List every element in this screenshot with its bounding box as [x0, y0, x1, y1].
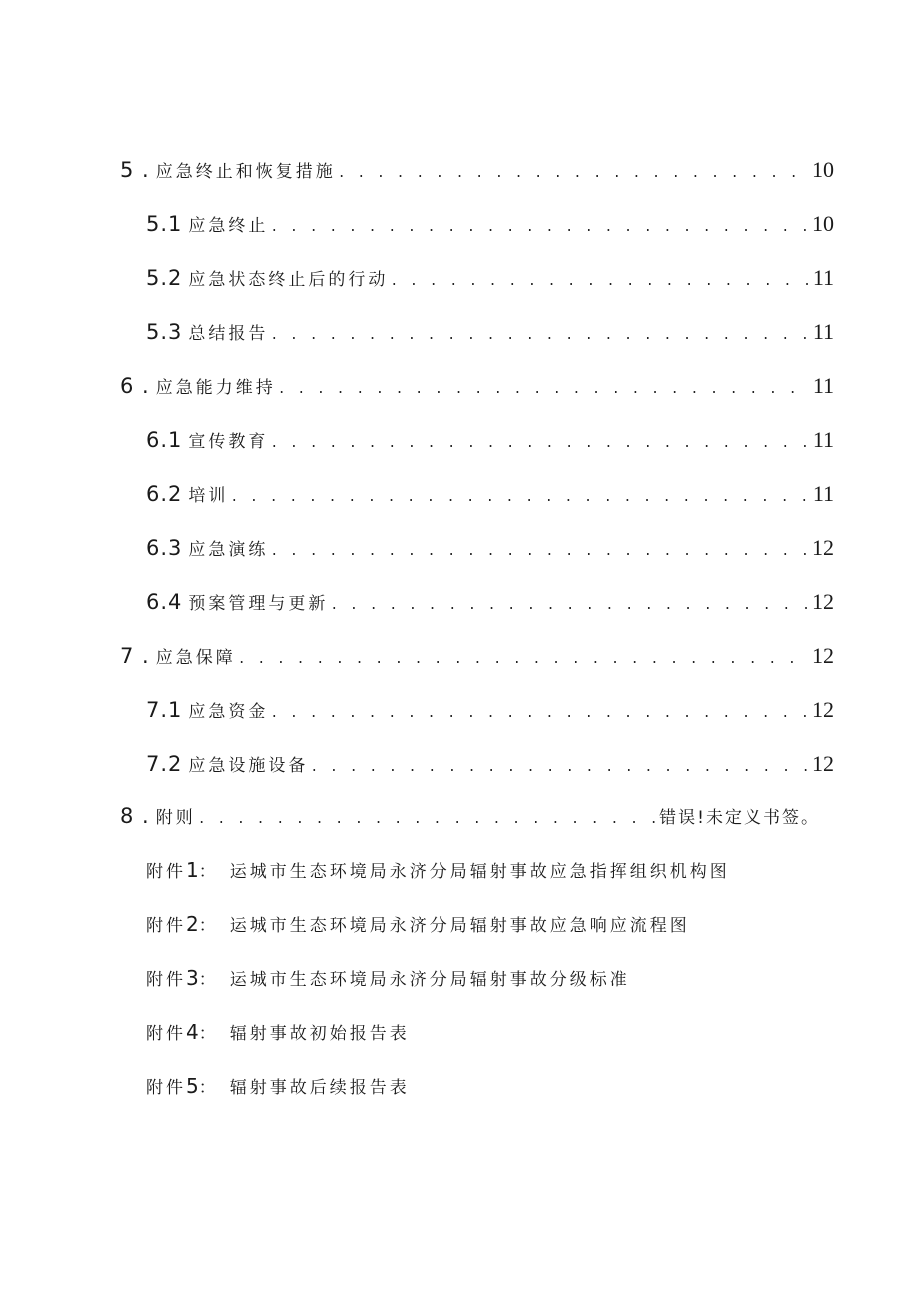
toc-dot-leader: [270, 536, 810, 568]
toc-entry-6-2[interactable]: [146, 478, 834, 510]
appendix-label: 附件: [146, 916, 186, 936]
appendix-label: 附件: [146, 970, 186, 990]
toc-entry-title: 培训: [188, 486, 229, 506]
appendix-item-4[interactable]: [146, 1016, 410, 1048]
toc-entry-7-1[interactable]: [146, 694, 834, 726]
appendix-number: 4: [186, 1020, 199, 1044]
toc-dot-leader: [238, 644, 810, 676]
toc-entry-page: 11: [812, 265, 834, 290]
toc-entry-page: 12: [812, 697, 834, 722]
appendix-number: 2: [186, 912, 199, 936]
appendix-number: 1: [186, 858, 199, 882]
appendix-item-3[interactable]: [146, 962, 630, 994]
toc-dot-leader: [278, 374, 811, 406]
toc-entry-page: 10: [812, 157, 834, 182]
toc-entry-page: 10: [812, 211, 834, 236]
toc-entry-page: 12: [812, 589, 834, 614]
toc-dot-leader: [230, 482, 810, 514]
toc-dot-leader: [390, 266, 810, 298]
toc-entry-number: 5.1: [146, 212, 183, 236]
toc-entry-page: 12: [812, 751, 834, 776]
toc-entry-title: 应急终止和恢复措施: [155, 162, 336, 182]
appendix-title: 辐射事故初始报告表: [229, 1024, 410, 1044]
toc-entry-title: 应急演练: [188, 540, 269, 560]
toc-dot-leader: [338, 158, 810, 190]
toc-dot-leader: [330, 590, 810, 622]
toc-entry-7[interactable]: [120, 640, 834, 672]
appendix-item-1[interactable]: [146, 854, 730, 886]
toc-entry-6-4[interactable]: [146, 586, 834, 618]
appendix-title: 辐射事故后续报告表: [229, 1078, 410, 1098]
appendix-item-2[interactable]: [146, 908, 690, 940]
toc-entry-title: 总结报告: [188, 324, 269, 344]
toc-entry-5[interactable]: [120, 154, 834, 186]
toc-entry-number: 7 .: [120, 644, 150, 668]
appendix-colon: ：: [198, 916, 216, 936]
toc-entry-6-3[interactable]: [146, 532, 834, 564]
toc-entry-number: 7.1: [146, 698, 183, 722]
toc-entry-7-2[interactable]: [146, 748, 834, 780]
toc-entry-title: 应急能力维持: [155, 378, 276, 398]
toc-dot-leader: [270, 320, 810, 352]
appendix-colon: ：: [198, 1024, 216, 1044]
toc-entry-6[interactable]: [120, 370, 834, 402]
toc-entry-6-1[interactable]: [146, 424, 834, 456]
toc-entry-page: 12: [812, 535, 834, 560]
toc-entry-title: 应急终止: [188, 216, 269, 236]
toc-entry-page: 11: [812, 373, 834, 398]
toc-entry-title: 应急设施设备: [188, 756, 309, 776]
toc-entry-number: 6.3: [146, 536, 183, 560]
appendix-colon: ：: [198, 862, 216, 882]
toc-entry-page: 12: [812, 643, 834, 668]
toc-dot-leader: [310, 752, 810, 784]
appendix-label: 附件: [146, 1078, 186, 1098]
toc-entry-title: 应急状态终止后的行动: [188, 270, 389, 290]
toc-entry-number: 6.1: [146, 428, 183, 452]
toc-dot-leader: [270, 212, 810, 244]
toc-entry-number: 5.3: [146, 320, 183, 344]
toc-dot-leader: [270, 428, 810, 460]
toc-entry-page: 11: [812, 481, 834, 506]
toc-entry-number: 7.2: [146, 752, 183, 776]
toc-entry-number: 6.4: [146, 590, 183, 614]
toc-entry-title: 附则: [155, 808, 196, 828]
appendix-item-5[interactable]: [146, 1070, 410, 1102]
toc-entry-title: 预案管理与更新: [188, 594, 329, 614]
toc-entry-page-error: 错误!未定义书签。: [659, 808, 820, 828]
appendix-colon: ：: [198, 970, 216, 990]
toc-entry-title: 应急资金: [188, 702, 269, 722]
toc-entry-8[interactable]: [120, 800, 820, 832]
appendix-title: 运城市生态环境局永济分局辐射事故分级标准: [229, 970, 630, 990]
toc-entry-title: 宣传教育: [188, 432, 269, 452]
toc-entry-5-3[interactable]: [146, 316, 834, 348]
appendix-title: 运城市生态环境局永济分局辐射事故应急响应流程图: [229, 916, 690, 936]
toc-entry-title: 应急保障: [155, 648, 236, 668]
appendix-number: 5: [186, 1074, 199, 1098]
toc-entry-number: 5.2: [146, 266, 183, 290]
toc-entry-number: 5 .: [120, 158, 150, 182]
toc-entry-5-2[interactable]: [146, 262, 834, 294]
toc-entry-page: 11: [812, 319, 834, 344]
toc-entry-page: 11: [812, 427, 834, 452]
appendix-colon: ：: [198, 1078, 216, 1098]
appendix-title: 运城市生态环境局永济分局辐射事故应急指挥组织机构图: [229, 862, 730, 882]
toc-entry-number: 6.2: [146, 482, 183, 506]
appendix-label: 附件: [146, 1024, 186, 1044]
toc-dot-leader: [270, 698, 810, 730]
toc-entry-5-1[interactable]: [146, 208, 834, 240]
appendix-label: 附件: [146, 862, 186, 882]
toc-entry-number: 8 .: [120, 804, 150, 828]
appendix-number: 3: [186, 966, 199, 990]
toc-entry-number: 6 .: [120, 374, 150, 398]
toc-dot-leader: [198, 804, 657, 836]
